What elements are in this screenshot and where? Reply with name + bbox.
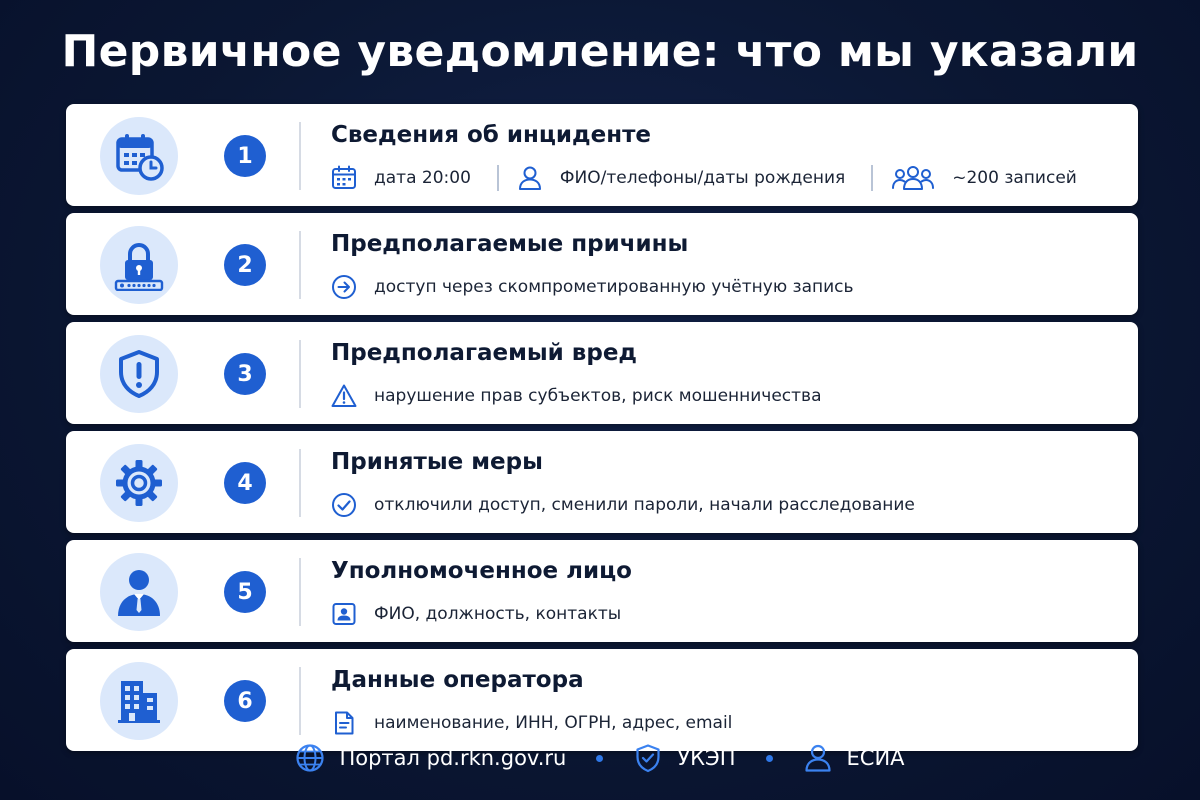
list-item-harm — [66, 322, 1138, 424]
divider — [299, 558, 301, 626]
card-title: Предполагаемый вред — [331, 340, 637, 366]
divider — [299, 122, 301, 190]
items-list — [66, 104, 1138, 751]
detail-records — [891, 165, 1077, 191]
card-title: Данные оператора — [331, 667, 584, 693]
detail-harm — [331, 383, 822, 409]
arrow-circle-icon — [331, 274, 357, 300]
step-number: 3 — [224, 353, 266, 395]
divider — [299, 667, 301, 735]
list-item-incident — [66, 104, 1138, 206]
details-row — [331, 273, 854, 301]
shield-alert-icon — [100, 335, 178, 413]
detail-text: наименование, ИНН, ОГРН, адрес, email — [374, 713, 733, 733]
document-icon — [331, 710, 357, 736]
card-title: Уполномоченное лицо — [331, 558, 632, 584]
footer-signature-text: УКЭП — [677, 746, 736, 770]
detail-text: ~200 записей — [952, 168, 1077, 188]
details-row — [331, 600, 621, 628]
divider — [299, 449, 301, 517]
detail-text: ФИО, должность, контакты — [374, 604, 622, 624]
detail-date — [331, 165, 471, 191]
footer — [0, 740, 1200, 776]
calendar-icon — [331, 165, 357, 191]
calendar-clock-icon — [100, 117, 178, 195]
divider — [299, 231, 301, 299]
card-title: Сведения об инциденте — [331, 122, 652, 148]
id-badge-icon — [331, 601, 357, 627]
detail-contacts — [331, 601, 621, 627]
footer-portal-text: Портал pd.rkn.gov.ru — [339, 746, 567, 770]
footer-esia — [803, 743, 905, 773]
footer-separator — [766, 755, 773, 762]
detail-cause — [331, 274, 854, 300]
detail-measures — [331, 492, 915, 518]
step-number: 6 — [224, 680, 266, 722]
details-row — [331, 382, 822, 410]
list-item-causes — [66, 213, 1138, 315]
building-icon — [100, 662, 178, 740]
step-number: 4 — [224, 462, 266, 504]
step-number: 2 — [224, 244, 266, 286]
footer-esia-text: ЕСИА — [846, 746, 905, 770]
card-title: Предполагаемые причины — [331, 231, 689, 257]
card-title: Принятые меры — [331, 449, 543, 475]
footer-signature — [633, 743, 735, 773]
list-item-measures — [66, 431, 1138, 533]
user-outline-icon — [803, 743, 833, 773]
detail-text: отключили доступ, сменили пароли, начали расследование — [374, 495, 915, 515]
lock-password-icon — [100, 226, 178, 304]
detail-text: дата 20:00 — [374, 168, 471, 188]
person-tie-icon — [100, 553, 178, 631]
detail-operator — [331, 710, 732, 736]
globe-icon — [295, 743, 325, 773]
step-number: 1 — [224, 135, 266, 177]
detail-divider — [497, 165, 499, 191]
detail-divider — [871, 165, 873, 191]
list-item-operator-data — [66, 649, 1138, 751]
shield-check-icon — [633, 743, 663, 773]
user-icon — [517, 165, 543, 191]
details-row — [331, 491, 915, 519]
footer-separator — [596, 755, 603, 762]
footer-portal[interactable] — [295, 743, 566, 773]
divider — [299, 340, 301, 408]
details-row — [331, 709, 732, 737]
gear-icon — [100, 444, 178, 522]
page-title: Первичное уведомление: что мы указали — [61, 26, 1139, 77]
detail-personal-data — [517, 165, 845, 191]
warning-triangle-icon — [331, 383, 357, 409]
users-icon — [891, 165, 935, 191]
check-circle-icon — [331, 492, 357, 518]
detail-text: ФИО/телефоны/даты рождения — [559, 168, 846, 188]
detail-text: доступ через скомпрометированную учётную запись — [374, 277, 854, 297]
step-number: 5 — [224, 571, 266, 613]
detail-text: нарушение прав субъектов, риск мошенничества — [374, 386, 822, 406]
details-row — [331, 164, 1077, 192]
list-item-authorized-person — [66, 540, 1138, 642]
